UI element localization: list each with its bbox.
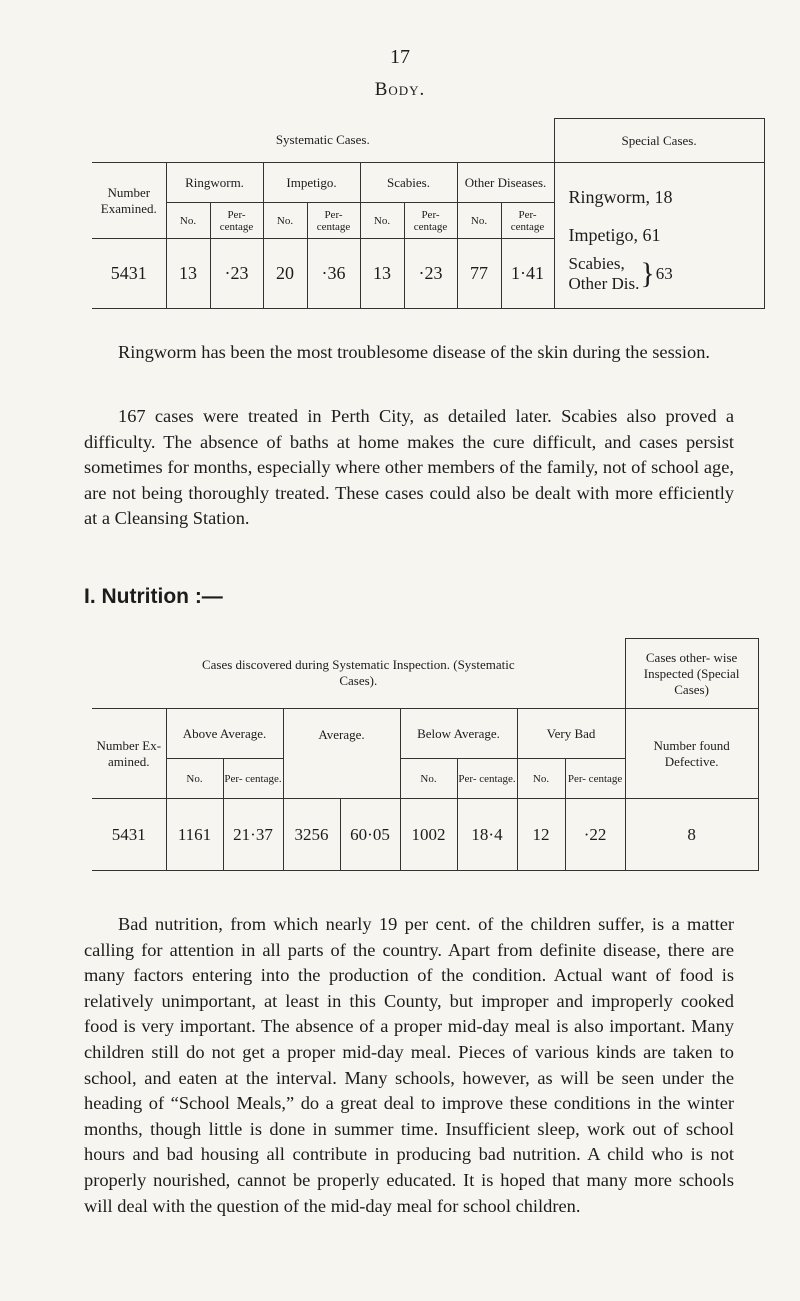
number-found-defective-value: 8 [625, 799, 758, 871]
systematic-inspection-header: Cases discovered during Systematic Inspection. (Systematic Cases). [92, 639, 625, 709]
below-average-no: 1002 [400, 799, 457, 871]
number-found-defective-header: Number found Defective. [625, 709, 758, 799]
impetigo-header: Impetigo. [263, 163, 360, 203]
special-cases-header: Special Cases. [554, 119, 764, 163]
number-examined-value: 5431 [92, 799, 166, 871]
running-head: Body. [374, 79, 426, 100]
brace-symbol: } [640, 256, 655, 290]
impetigo-pct: ·36 [307, 239, 360, 309]
paragraph-ringworm: Ringworm has been the most troublesome disease of the skin during the session. [118, 342, 710, 362]
special-cases-list [554, 163, 764, 309]
ringworm-pct: ·23 [210, 239, 263, 309]
systematic-cases-header: Systematic Cases. [92, 119, 554, 163]
sub-pct: Per- centage [307, 203, 360, 239]
above-average-header: Above Average. [166, 709, 283, 759]
special-scabies-other [569, 254, 764, 294]
sub-pct: Per- centage. [223, 759, 283, 799]
scabies-no: 13 [360, 239, 404, 309]
sub-no: No. [400, 759, 457, 799]
impetigo-no: 20 [263, 239, 307, 309]
other-no: 77 [457, 239, 501, 309]
special-inspection-header: Cases other- wise Inspected (Special Cases) [625, 639, 758, 709]
sub-pct: Per- centage [404, 203, 457, 239]
nutrition-table [92, 638, 759, 871]
very-bad-header: Very Bad [517, 709, 625, 759]
scabies-pct: ·23 [404, 239, 457, 309]
special-scabies: Scabies, [568, 253, 625, 273]
sub-no: No. [517, 759, 565, 799]
special-other: Other Dis. [568, 273, 640, 293]
sub-pct: Per- centage [210, 203, 263, 239]
below-average-pct: 18·4 [457, 799, 517, 871]
below-average-header: Below Average. [400, 709, 517, 759]
number-examined-header: Number Examined. [92, 163, 166, 239]
ringworm-header: Ringworm. [166, 163, 263, 203]
sub-no: No. [457, 203, 501, 239]
sub-pct: Per- centage [565, 759, 625, 799]
sub-no: No. [166, 203, 210, 239]
paragraph-scabies: 167 cases were treated in Perth City, as detailed later. Scabies also proved a difficulty. The absence of baths at home makes the cure difficult, and cases persist sometimes for months, especially where other members of the family, not of school age, are not being thoroughly treated. These cases could also be dealt with more efficiently at a Cleansing Station. [84, 406, 734, 529]
ringworm-no: 13 [166, 239, 210, 309]
average-no: 3256 [283, 799, 340, 871]
number-examined-value: 5431 [92, 239, 166, 309]
scabies-header: Scabies. [360, 163, 457, 203]
special-combined: 63 [655, 263, 673, 283]
sub-pct: Per- centage [501, 203, 554, 239]
sub-no: No. [263, 203, 307, 239]
section-heading: I. Nutrition :— [84, 585, 223, 608]
paragraph-bad-nutrition: Bad nutrition, from which nearly 19 per cent. of the children suffer, is a matter calling for attention in all parts of the country. Apart from definite disease, there are many factors entering into the production of the condition. Actual want of food is relatively unimportant, at least in this County, but improper and improperly cooked food is very important. The absence of a proper mid-day meal is also important. Many children still do not get a proper mid-day meal. Pieces of various kinds are taken to school, and eaten at the interval. Many schools, however, as will be seen under the heading of “School Meals,” do a great deal to improve these conditions in the winter months, though little is done in summer time. Insufficient sleep, work out of school hours and bad housing all contribute in producing bad nutrition. A child who is not properly nourished, cannot be properly educated. It is hoped that many more schools will deal with the question of the mid-day meal for school children. [84, 914, 734, 1216]
very-bad-no: 12 [517, 799, 565, 871]
average-header: Average. [283, 709, 400, 799]
very-bad-pct: ·22 [565, 799, 625, 871]
sub-no: No. [166, 759, 223, 799]
other-pct: 1·41 [501, 239, 554, 309]
skin-disease-table [92, 118, 765, 309]
above-average-pct: 21·37 [223, 799, 283, 871]
page-number: 17 [390, 46, 410, 68]
special-ringworm: Ringworm, 18 [568, 186, 673, 207]
average-pct: 60·05 [340, 799, 400, 871]
above-average-no: 1161 [166, 799, 223, 871]
sub-no: No. [360, 203, 404, 239]
special-impetigo: Impetigo, 61 [568, 224, 661, 245]
sub-pct: Per- centage. [457, 759, 517, 799]
other-diseases-header: Other Diseases. [457, 163, 554, 203]
number-examined-header: Number Ex- amined. [92, 709, 166, 799]
